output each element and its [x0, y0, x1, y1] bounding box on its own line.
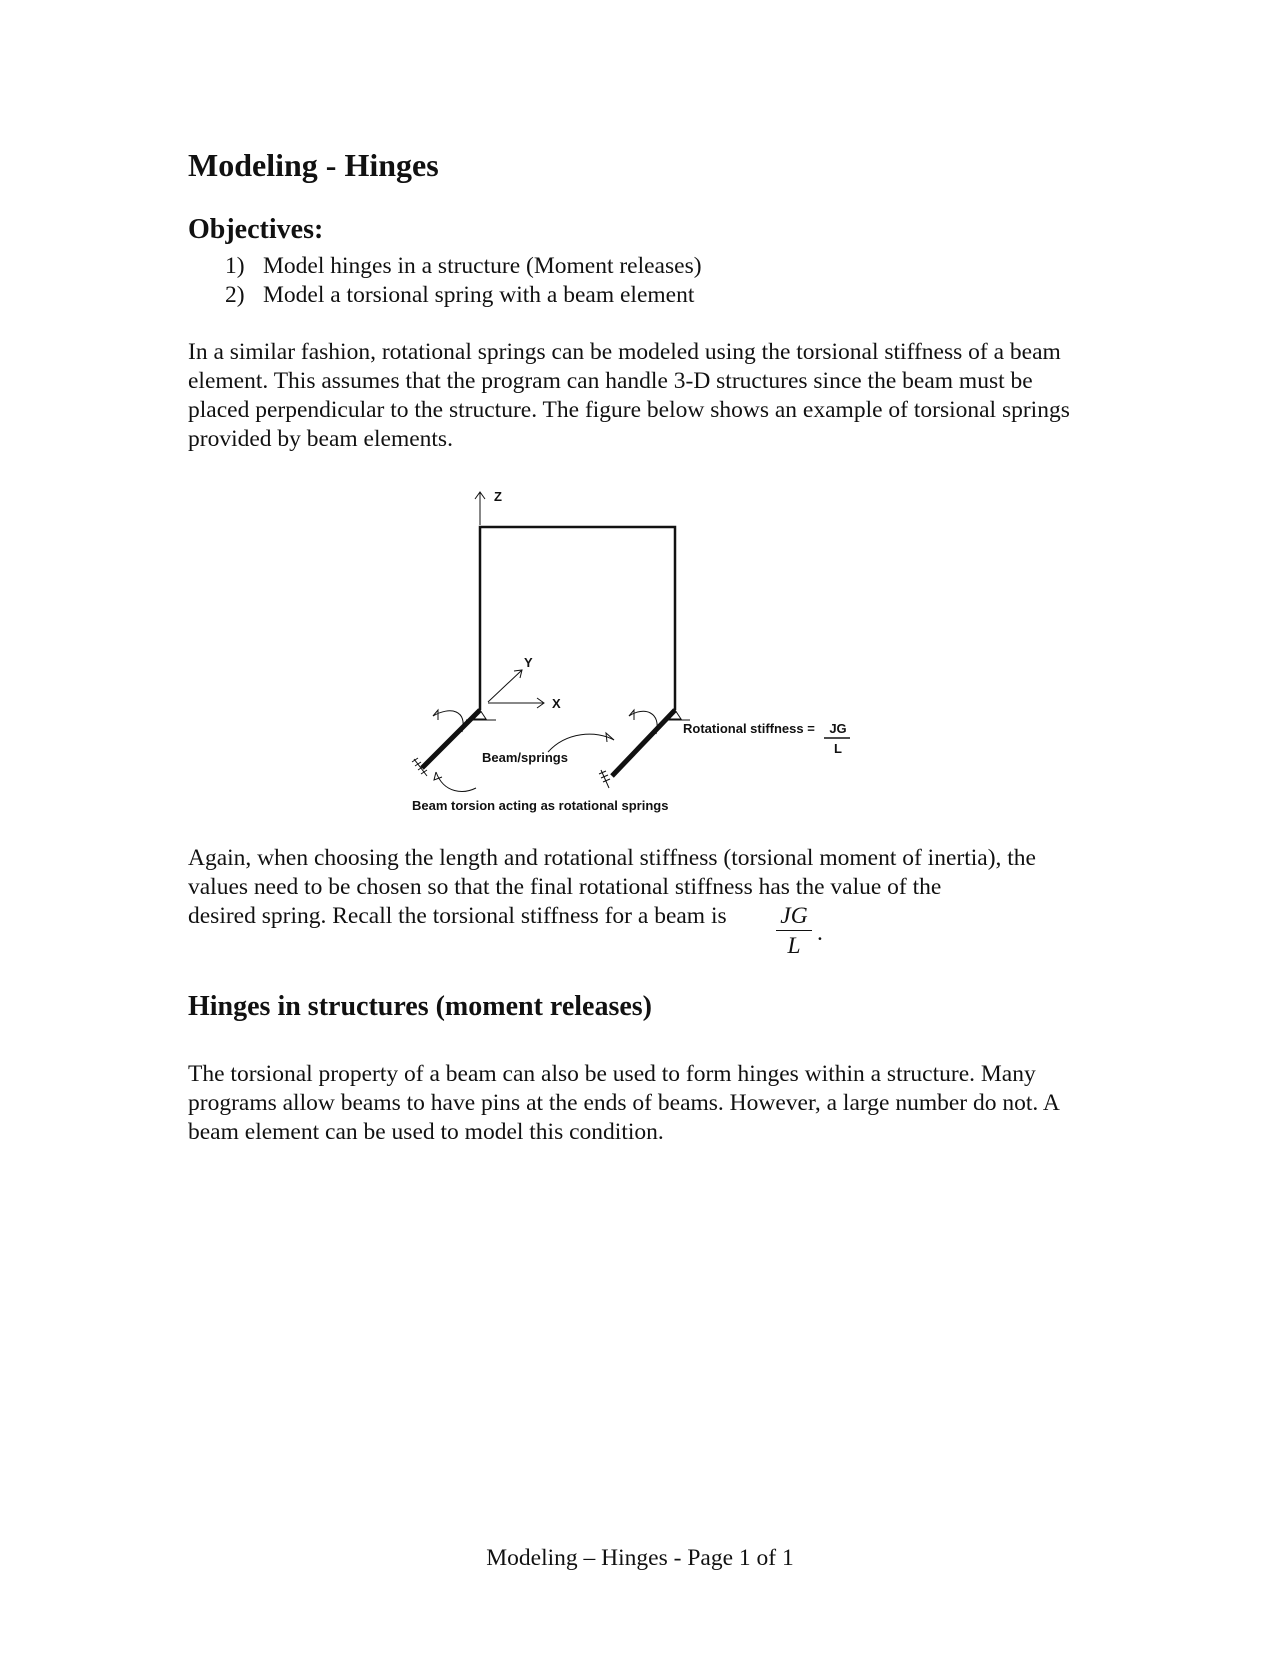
beam-springs-label: Beam/springs — [482, 750, 568, 765]
left-beam-spring — [422, 710, 480, 768]
x-axis-arrow — [488, 698, 544, 708]
fraction-denominator: L — [787, 933, 801, 959]
z-axis-label: Z — [494, 489, 502, 504]
page-footer: Modeling – Hinges - Page 1 of 1 — [486, 1545, 794, 1571]
list-item-number: 1) — [225, 253, 245, 279]
right-beam-spring — [612, 710, 675, 776]
stiffness-numerator: JG — [829, 721, 847, 736]
torsional-stiffness-fraction — [776, 902, 812, 961]
y-axis-label: Y — [524, 655, 533, 670]
fraction-period: . — [817, 920, 823, 946]
hinges-paragraph: The torsional property of a beam can also be used to form hinges within a structure. Many programs allow beams to have pins at the ends of beams. However, a large number do not. A beam element can be used to model this condition. — [188, 1061, 1059, 1145]
fraction-numerator: JG — [776, 902, 812, 931]
list-item — [225, 252, 702, 281]
objectives-list — [225, 252, 702, 310]
z-axis-arrow — [475, 492, 485, 525]
page-title: Modeling - Hinges — [188, 147, 439, 183]
recall-sentence: desired spring. Recall the torsional stiffness for a beam is — [188, 903, 727, 929]
list-item-text: Model a torsional spring with a beam element — [263, 282, 695, 308]
list-item-number: 2) — [225, 282, 245, 308]
figure-caption: Beam torsion acting as rotational springs — [412, 798, 669, 813]
list-item-text: Model hinges in a structure (Moment releases) — [263, 253, 702, 279]
again-paragraph: Again, when choosing the length and rotational stiffness (torsional moment of inertia), the values need to be chosen so that the final rotational stiffness has the value of the — [188, 845, 1036, 900]
y-axis-arrow — [488, 670, 522, 702]
hinges-heading: Hinges in structures (moment releases) — [188, 991, 652, 1022]
torsional-spring-figure — [400, 470, 850, 815]
objectives-heading: Objectives: — [188, 214, 324, 245]
x-axis-label: X — [552, 696, 561, 711]
stiffness-label: Rotational stiffness = — [683, 721, 815, 736]
stiffness-denominator: L — [834, 741, 842, 756]
right-fixed-hatch — [599, 770, 610, 788]
intro-paragraph: In a similar fashion, rotational springs can be modeled using the torsional stiffness of a beam element. This assumes that the program can handle 3-D structures since the beam must be placed perpendicular to the structure. The figure below shows an example of torsional springs provided by beam elements. — [188, 339, 1070, 452]
list-item — [225, 281, 702, 310]
